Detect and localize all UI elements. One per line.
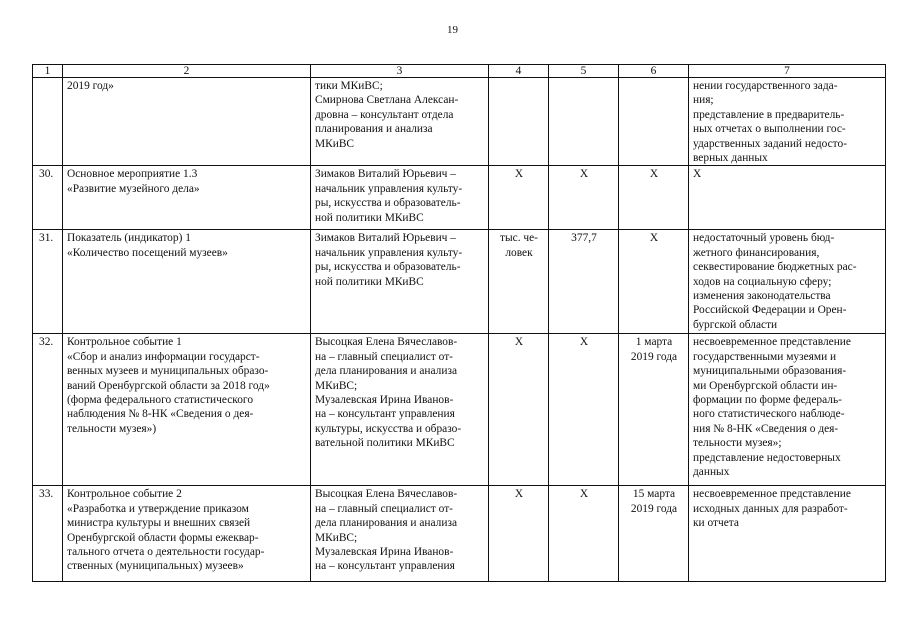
cell-line: представление в предваритель- [693, 108, 845, 121]
cell-line: данных [693, 466, 730, 479]
cell-line: Зимаков Виталий Юрьевич – [315, 168, 456, 181]
event-name-cell [63, 166, 311, 230]
value-cell [549, 166, 619, 230]
cell-line: дела планирования и анализа [315, 517, 458, 530]
cell-line: на – главный специалист от- [315, 502, 453, 515]
table-row [33, 78, 886, 166]
cell-line: на – консультант управления [315, 560, 455, 573]
cell-line: ния № 8-НК «Сведения о дея- [693, 422, 839, 435]
cell-line: Зимаков Виталий Юрьевич – [315, 232, 456, 245]
cell-line: верных данных [693, 152, 768, 165]
responsible-cell [311, 166, 489, 230]
cell-line: ки отчета [693, 517, 739, 530]
cell-line: бургской области [693, 318, 778, 331]
cell-line: «Развитие музейного дела» [67, 182, 200, 195]
header-cell: 1 [33, 65, 63, 78]
value-cell [549, 78, 619, 166]
risk-cell [689, 334, 886, 486]
cell-line: 15 марта [632, 488, 676, 501]
cell-line: Х [579, 488, 589, 501]
cell-line: Музалевская Ирина Иванов- [315, 546, 454, 559]
cell-line: ры, искусства и образователь- [315, 197, 461, 210]
cell-line: культуры, искусства и образо- [315, 422, 462, 435]
header-row [33, 65, 886, 78]
cell-line: Основное мероприятие 1.3 [67, 168, 198, 181]
cell-line: на – консультант управления [315, 408, 455, 421]
cell-line: 1 марта [635, 336, 673, 349]
cell-line: тыс. че- [500, 232, 538, 245]
cell-line: изменения законодательства [693, 290, 831, 303]
event-name-cell [63, 486, 311, 582]
cell-line: государственными музеями и [693, 350, 837, 363]
deadline-cell [619, 486, 689, 582]
cell-line: Смирнова Светлана Алексан- [315, 94, 459, 107]
risk-cell [689, 166, 886, 230]
cell-line: ных отчетах о выполнении гос- [693, 123, 846, 136]
cell-line: Контрольное событие 2 [67, 488, 182, 501]
cell-line: Х [514, 336, 524, 349]
row-number: 31. [33, 230, 63, 334]
cell-line: министра культуры и внешних связей [67, 517, 251, 530]
cell-line: ного статистического наблюде- [693, 408, 845, 421]
risk-table [32, 64, 886, 582]
responsible-cell [311, 486, 489, 582]
cell-line: формации по форме федераль- [693, 394, 842, 407]
responsible-cell [311, 230, 489, 334]
cell-line: тики МКиВС; [315, 80, 383, 92]
table-row [33, 230, 886, 334]
cell-line: Российской Федерации и Орен- [693, 304, 847, 317]
cell-line: вательной политики МКиВС [315, 437, 455, 450]
unit-cell [489, 334, 549, 486]
cell-line: несвоевременное представление [693, 488, 851, 501]
cell-line: дела планирования и анализа [315, 365, 458, 378]
cell-line: венных музеев и муниципальных образо- [67, 365, 269, 378]
table-row [33, 166, 886, 230]
cell-line: Высоцкая Елена Вячеславов- [315, 336, 458, 349]
cell-line: начальник управления культу- [315, 182, 463, 195]
unit-cell [489, 230, 549, 334]
cell-line: Х [693, 168, 702, 181]
cell-line: МКиВС; [315, 531, 358, 544]
deadline-cell [619, 166, 689, 230]
cell-line: Музалевская Ирина Иванов- [315, 394, 454, 407]
cell-line: Контрольное событие 1 [67, 336, 182, 349]
cell-line: ми Оренбургской области ин- [693, 379, 838, 392]
cell-line: ния; [693, 94, 714, 107]
cell-line: исходных данных для разработ- [693, 502, 848, 515]
cell-line: МКиВС [315, 137, 355, 150]
cell-line: нении государственного зада- [693, 80, 838, 92]
cell-line: ственных (муниципальных) музеев» [67, 560, 244, 573]
unit-cell [489, 166, 549, 230]
cell-line: начальник управления культу- [315, 246, 463, 259]
cell-line: ваний Оренбургской области за 2018 год» [67, 379, 270, 392]
cell-line: наблюдения № 8-НК «Сведения о дея- [67, 408, 254, 421]
cell-line: ры, искусства и образователь- [315, 261, 461, 274]
cell-line: Высоцкая Елена Вячеславов- [315, 488, 458, 501]
event-name-cell [63, 78, 311, 166]
value-cell [549, 334, 619, 486]
cell-line: «Сбор и анализ информации государст- [67, 350, 260, 363]
cell-line: ловек [505, 246, 533, 259]
cell-line: планирования и анализа [315, 123, 433, 136]
table-row [33, 486, 886, 582]
deadline-cell [619, 230, 689, 334]
cell-line: на – главный специалист от- [315, 350, 453, 363]
header-cell: 7 [689, 65, 886, 78]
header-cell: 5 [549, 65, 619, 78]
deadline-cell [619, 78, 689, 166]
cell-line: «Разработка и утверждение приказом [67, 502, 249, 515]
value-cell [549, 486, 619, 582]
risk-cell [689, 78, 886, 166]
header-cell: 3 [311, 65, 489, 78]
cell-line: ной политики МКиВС [315, 275, 424, 288]
cell-line: Оренбургской области формы ежеквар- [67, 531, 259, 544]
cell-line: Х [649, 168, 659, 181]
cell-line: «Количество посещений музеев» [67, 246, 228, 259]
cell-line: (форма федерального статистического [67, 394, 254, 407]
cell-line: секвестирование бюджетных рас- [693, 261, 857, 274]
cell-line: ударственных заданий недосто- [693, 137, 848, 150]
deadline-cell [619, 334, 689, 486]
cell-line: 2019 года [630, 350, 678, 363]
cell-line: жетного финансирования, [693, 246, 820, 259]
cell-line: 2019 года [630, 502, 678, 515]
cell-line: дровна – консультант отдела [315, 108, 454, 121]
event-name-cell [63, 230, 311, 334]
row-number [33, 78, 63, 166]
row-number: 30. [33, 166, 63, 230]
row-number: 32. [33, 334, 63, 486]
unit-cell [489, 486, 549, 582]
header-cell: 4 [489, 65, 549, 78]
event-name-cell [63, 334, 311, 486]
cell-line: Х [579, 336, 589, 349]
responsible-cell [311, 334, 489, 486]
cell-line: Показатель (индикатор) 1 [67, 232, 191, 245]
cell-line: Х [514, 488, 524, 501]
cell-line: муниципальными образования- [693, 365, 847, 378]
cell-line: 2019 год» [67, 80, 114, 92]
risk-cell [689, 230, 886, 334]
cell-line: недостаточный уровень бюд- [693, 232, 835, 245]
cell-line: несвоевременное представление [693, 336, 851, 349]
cell-line: ной политики МКиВС [315, 211, 424, 224]
unit-cell [489, 78, 549, 166]
cell-line: Х [649, 232, 659, 245]
responsible-cell [311, 78, 489, 166]
value-cell [549, 230, 619, 334]
cell-line: Х [579, 168, 589, 181]
table-row [33, 334, 886, 486]
header-cell: 6 [619, 65, 689, 78]
cell-line: Х [514, 168, 524, 181]
cell-line: тельности музея») [67, 422, 157, 435]
cell-line: представление недостоверных [693, 451, 841, 464]
row-number: 33. [33, 486, 63, 582]
cell-line: тельности музея»; [693, 437, 782, 450]
risk-cell [689, 486, 886, 582]
header-cell: 2 [63, 65, 311, 78]
cell-line: тального отчета о деятельности государ- [67, 546, 265, 559]
cell-line: МКиВС; [315, 379, 358, 392]
cell-line: 377,7 [571, 232, 597, 245]
cell-line: ходов на социальную сферу; [693, 275, 832, 288]
page-number: 19 [447, 24, 458, 36]
